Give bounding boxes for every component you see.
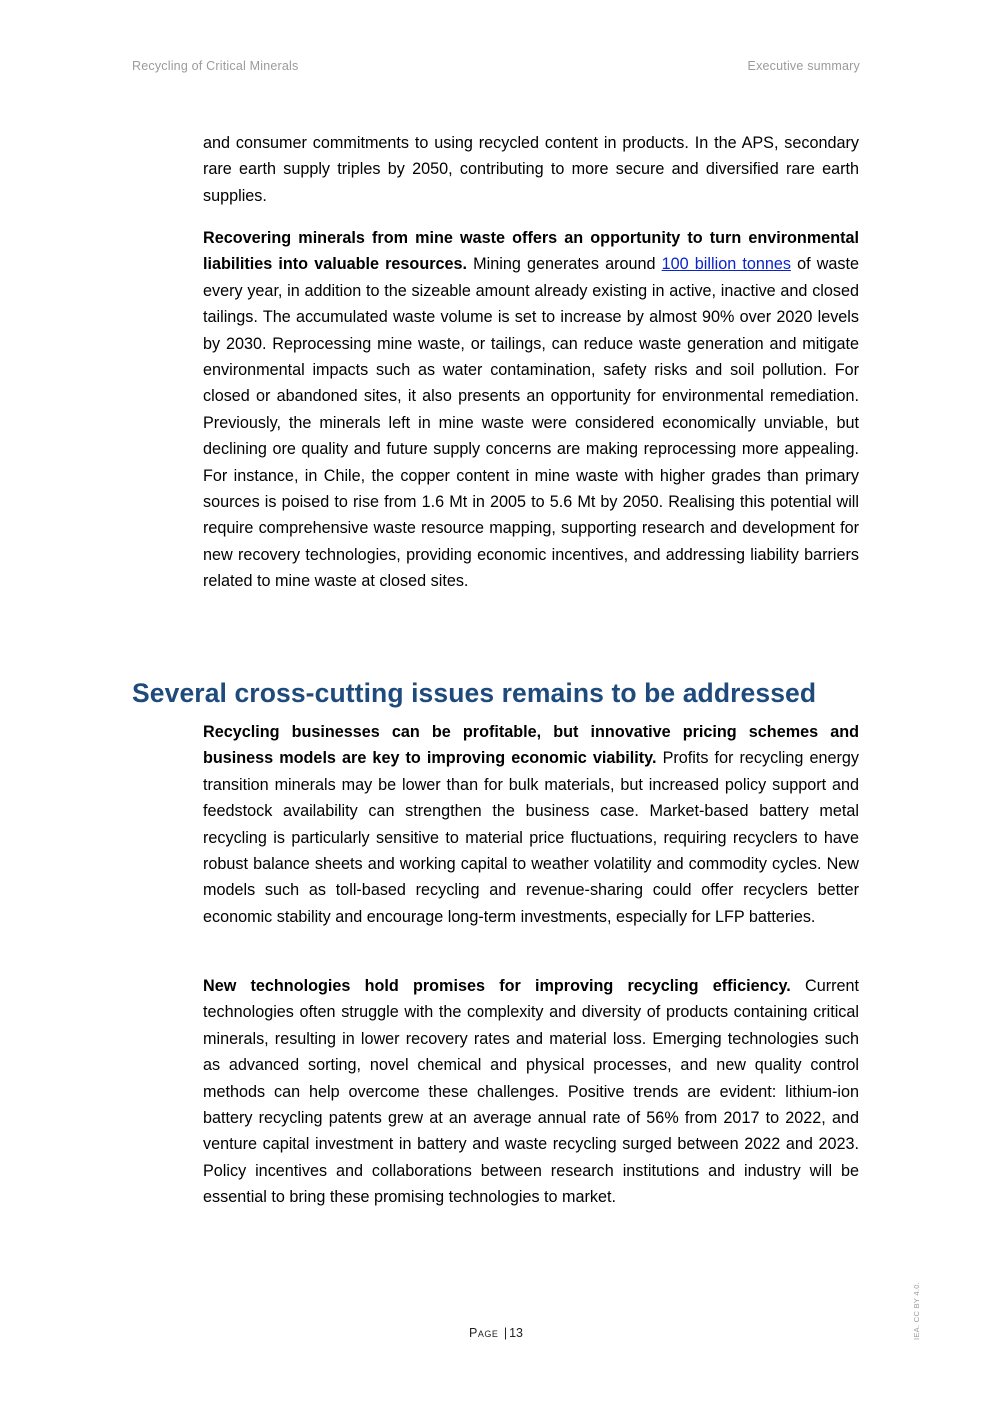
paragraph-text: Current technologies often struggle with the complexity and diversity of products containing critical minerals, resulting in lower recovery rates and material loss. Emerging technologies such as advanced sorting, novel chemical and physical processes, and new quality control methods can help overcome these challenges. Positive trends are evident: lithium-ion battery recycling patents grew at an average annual rate of 56% from 2017 to 2022, and venture capital investment in battery and waste recycling surged between 2022 and 2023. Policy incentives and collaborations between research institutions and industry will be essential to bring these promising technologies to market.: [203, 977, 859, 1207]
section-heading: Several cross-cutting issues remains to be addressed: [132, 678, 817, 708]
paragraph-recycled-content: [203, 130, 859, 209]
license-credit: IEA. CC BY 4.0.: [912, 1281, 921, 1340]
page-footer: [0, 1326, 992, 1340]
paragraph-business-models: [203, 719, 859, 930]
paragraph-text: Mining generates around: [467, 255, 662, 274]
running-header-title: Recycling of Critical Minerals: [132, 59, 299, 73]
page-separator: |: [503, 1326, 508, 1340]
paragraph-new-technologies: [203, 973, 859, 1211]
paragraph-lead: Recovering minerals from mine waste offers an opportunity to turn environmental liabilities into valuable resources.: [203, 229, 859, 274]
page-label: Page: [469, 1326, 499, 1340]
paragraph-lead: New technologies hold promises for improving recycling efficiency.: [203, 977, 791, 995]
paragraph-text: Profits for recycling energy transition minerals may be lower than for bulk materials, but increased policy support and feedstock availability can strengthen the business case. Market-based battery metal recycling is particularly sensitive to material price fluctuations, requiring recyclers to have robust balance sheets and working capital to weather volatility and commodity cycles. New models such as toll-based recycling and revenue-sharing could offer recyclers better economic stability and encourage long-term investments, especially for LFP batteries.: [203, 749, 859, 926]
paragraph-mine-waste: [203, 225, 859, 595]
running-header-section: Executive summary: [747, 59, 860, 73]
paragraph-text: of waste every year, in addition to the sizeable amount already existing in active, inactive and closed tailings. The accumulated waste volume is set to increase by almost 90% over 2020 levels by 2030. Reprocessing mine waste, or tailings, can reduce waste generation and mitigate environmental impacts such as water contamination, safety risks and soil pollution. For closed or abandoned sites, it also presents an opportunity for environmental remediation. Previously, the minerals left in mine waste were considered economically unviable, but declining ore quality and future supply concerns are making reprocessing more appealing. For instance, in Chile, the copper content in mine waste with higher grades than primary sources is poised to rise from 1.6 Mt in 2005 to 5.6 Mt by 2050. Realising this potential will require comprehensive waste resource mapping, supporting research and development for new recovery technologies, providing economic incentives, and addressing liability barriers related to mine waste at closed sites.: [203, 255, 859, 591]
paragraph-lead: Recycling businesses can be profitable, but innovative pricing schemes and business models are key to improving economic viability.: [203, 723, 859, 768]
page-number: 13: [509, 1326, 523, 1340]
paragraph-text: and consumer commitments to using recycled content in products. In the APS, secondary rare earth supply triples by 2050, contributing to more secure and diversified rare earth supplies.: [203, 134, 859, 205]
mine-waste-tonnes-link[interactable]: 100 billion tonnes: [661, 255, 791, 274]
